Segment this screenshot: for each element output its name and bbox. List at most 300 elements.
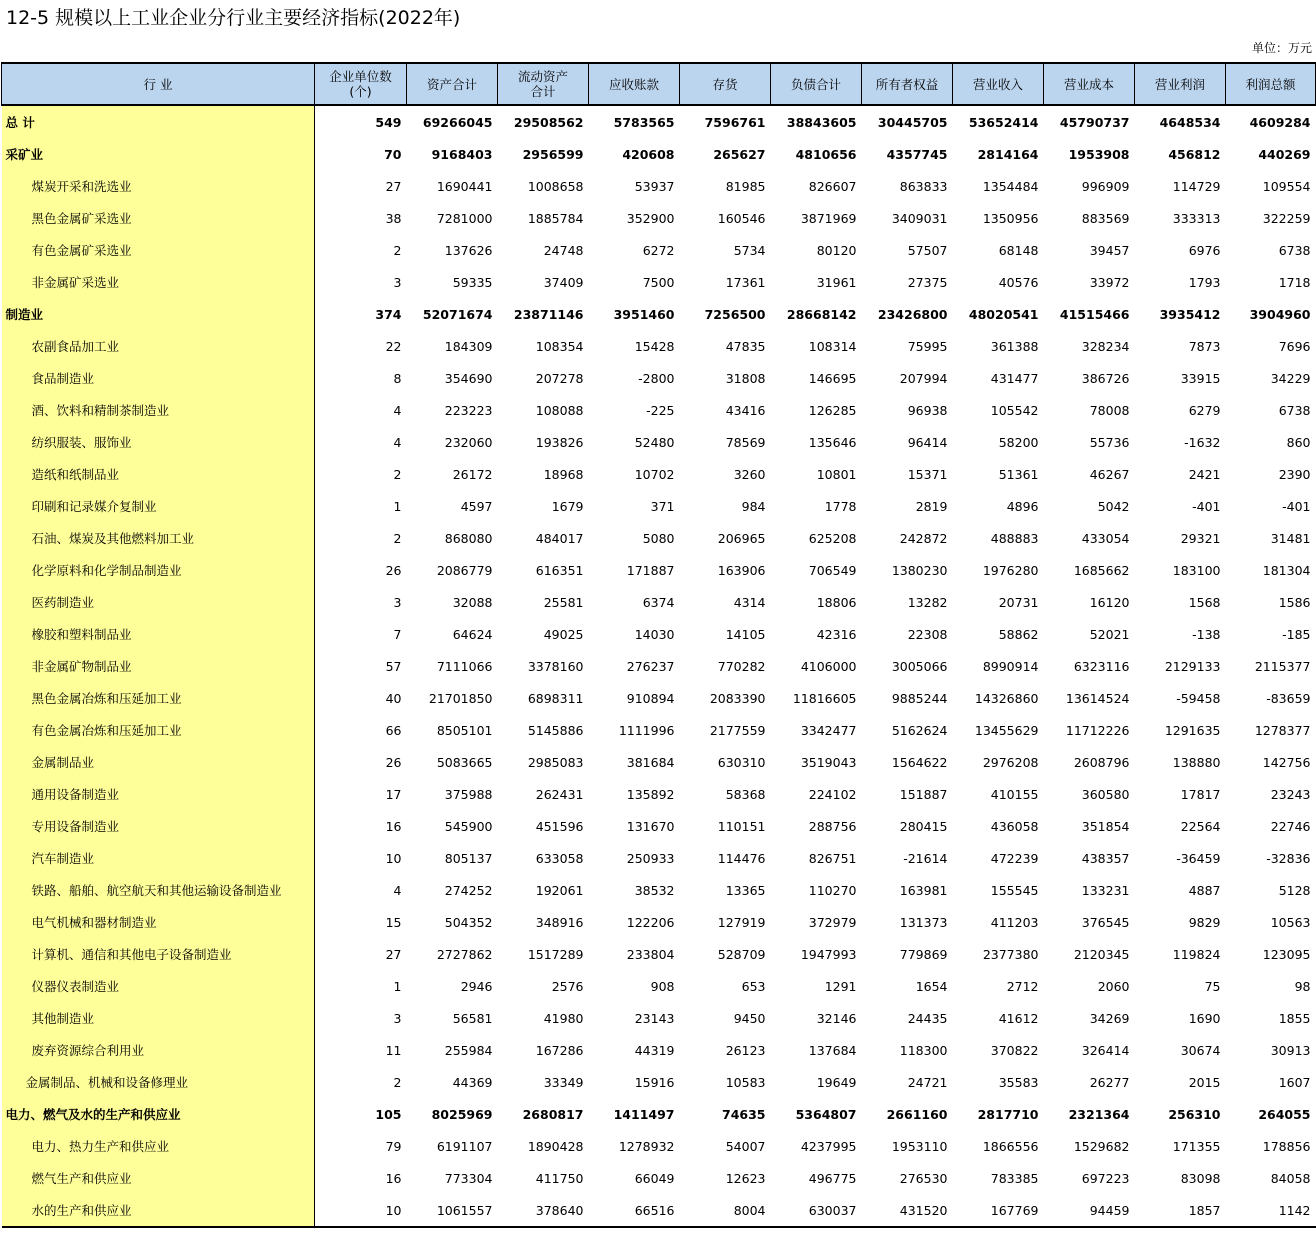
industry-name-cell: 铁路、船舶、航空航天和其他运输设备制造业 xyxy=(2,874,315,906)
value-cell: 45790737 xyxy=(1059,114,1130,130)
value-cell: -185 xyxy=(1282,626,1311,642)
value-cell: 9168403 xyxy=(431,146,493,162)
value-cell: 11816605 xyxy=(792,690,857,706)
value-cell: 2976208 xyxy=(982,754,1039,770)
value-cell: 262431 xyxy=(535,786,584,802)
value-cell: 16120 xyxy=(1089,594,1130,610)
value-cell: 160546 xyxy=(717,210,766,226)
value-cell: 1 xyxy=(393,498,402,514)
value-cell: 184309 xyxy=(444,338,493,354)
value-cell: 13614524 xyxy=(1065,690,1130,706)
value-cell: 57 xyxy=(385,658,402,674)
value-cell: 374 xyxy=(375,306,402,322)
value-cell: 805137 xyxy=(444,850,493,866)
industry-name-cell: 化学原料和化学制品制造业 xyxy=(2,554,315,586)
value-cell: 451596 xyxy=(535,818,584,834)
value-cell: 69266045 xyxy=(422,114,493,130)
value-cell: 5145886 xyxy=(527,722,584,738)
value-cell: 4 xyxy=(393,434,402,450)
value-cell: 13365 xyxy=(725,882,766,898)
value-cell: 10563 xyxy=(1270,914,1311,930)
value-cell: 1885784 xyxy=(527,210,584,226)
value-cell: 3904960 xyxy=(1249,306,1311,322)
value-cell: 2 xyxy=(393,530,402,546)
value-cell: 826607 xyxy=(808,178,857,194)
value-cell: 22 xyxy=(385,338,402,354)
value-cell: 24435 xyxy=(907,1010,948,1026)
value-cell: 98 xyxy=(1294,978,1311,994)
value-cell: 2608796 xyxy=(1073,754,1130,770)
value-cell: 276237 xyxy=(626,658,675,674)
value-cell: 66049 xyxy=(634,1170,675,1186)
value-cell: 484017 xyxy=(535,530,584,546)
unit-label: 单位：万元 xyxy=(1251,41,1312,55)
value-cell: 6272 xyxy=(642,242,675,258)
value-cell: 2576 xyxy=(551,978,584,994)
value-cell: 52480 xyxy=(634,434,675,450)
value-cell: 29321 xyxy=(1180,530,1221,546)
value-cell: 410155 xyxy=(990,786,1039,802)
table-row xyxy=(2,1098,1316,1130)
table-row xyxy=(2,362,1316,394)
value-cell: 2321364 xyxy=(1068,1106,1130,1122)
value-cell: 94459 xyxy=(1044,1194,1135,1227)
value-cell: 779869 xyxy=(899,946,948,962)
value-cell: 7 xyxy=(393,626,402,642)
value-cell: 41515466 xyxy=(1059,306,1130,322)
value-cell: 2661160 xyxy=(886,1106,948,1122)
table-row xyxy=(2,234,1316,266)
value-cell: 333313 xyxy=(1172,210,1221,226)
table-body xyxy=(2,105,1316,1227)
value-cell: 322259 xyxy=(1262,210,1311,226)
value-cell: 4357745 xyxy=(886,146,948,162)
value-cell: 22564 xyxy=(1180,818,1221,834)
table-row xyxy=(2,778,1316,810)
value-cell: 37409 xyxy=(543,274,584,290)
value-cell: 171887 xyxy=(626,562,675,578)
table-row xyxy=(2,490,1316,522)
value-cell: 48020541 xyxy=(968,306,1039,322)
value-cell: 33915 xyxy=(1180,370,1221,386)
industry-name-cell: 非金属矿采选业 xyxy=(2,266,315,298)
value-cell: 58862 xyxy=(998,626,1039,642)
value-cell: 26 xyxy=(385,754,402,770)
table-row xyxy=(2,970,1316,1002)
value-cell: 55736 xyxy=(1089,434,1130,450)
value-cell: 49025 xyxy=(543,626,584,642)
value-cell: -59458 xyxy=(1176,690,1221,706)
value-cell: 348916 xyxy=(535,914,584,930)
value-cell: 2060 xyxy=(1097,978,1130,994)
industry-name-cell: 酒、饮料和精制茶制造业 xyxy=(2,394,315,426)
value-cell: 163981 xyxy=(899,882,948,898)
value-cell: -21614 xyxy=(903,850,948,866)
value-cell: 24721 xyxy=(907,1074,948,1090)
value-cell: 17817 xyxy=(1180,786,1221,802)
value-cell: 14105 xyxy=(725,626,766,642)
value-cell: 274252 xyxy=(444,882,493,898)
value-cell: 47835 xyxy=(725,338,766,354)
value-cell: 66516 xyxy=(589,1194,680,1227)
value-cell: 163906 xyxy=(717,562,766,578)
value-cell: 40576 xyxy=(998,274,1039,290)
value-cell: 12623 xyxy=(725,1170,766,1186)
value-cell: 21701850 xyxy=(428,690,493,706)
value-cell: -83659 xyxy=(1266,690,1311,706)
value-cell: 78569 xyxy=(725,434,766,450)
industry-name-cell: 电力、热力生产和供应业 xyxy=(2,1130,315,1162)
value-cell: 17 xyxy=(385,786,402,802)
industry-name-cell: 纺织服装、服饰业 xyxy=(2,426,315,458)
value-cell: 4887 xyxy=(1188,882,1221,898)
industry-name-cell: 有色金属冶炼和压延加工业 xyxy=(2,714,315,746)
value-cell: 2712 xyxy=(1006,978,1039,994)
value-cell: 2120345 xyxy=(1073,946,1130,962)
table-row xyxy=(2,1194,1316,1227)
value-cell: 108088 xyxy=(535,402,584,418)
value-cell: 178856 xyxy=(1262,1138,1311,1154)
value-cell: 863833 xyxy=(899,178,948,194)
value-cell: 433054 xyxy=(1081,530,1130,546)
value-cell: 288756 xyxy=(808,818,857,834)
value-cell: 135646 xyxy=(808,434,857,450)
value-cell: 23871146 xyxy=(513,306,584,322)
value-cell: 4 xyxy=(393,402,402,418)
value-cell: 6191107 xyxy=(436,1138,493,1154)
value-cell: 23243 xyxy=(1270,786,1311,802)
value-cell: 2015 xyxy=(1188,1074,1221,1090)
value-cell: 2421 xyxy=(1188,466,1221,482)
value-cell: 361388 xyxy=(990,338,1039,354)
industry-name-cell: 专用设备制造业 xyxy=(2,810,315,842)
value-cell: 10801 xyxy=(816,466,857,482)
value-cell: 883569 xyxy=(1081,210,1130,226)
table-row xyxy=(2,138,1316,170)
value-cell: 52071674 xyxy=(422,306,493,322)
value-cell: 783385 xyxy=(990,1170,1039,1186)
value-cell: 10583 xyxy=(725,1074,766,1090)
value-cell: 1947993 xyxy=(800,946,857,962)
industry-name-cell: 电力、燃气及水的生产和供应业 xyxy=(2,1098,315,1130)
industry-name-cell: 食品制造业 xyxy=(2,362,315,394)
value-cell: 2956599 xyxy=(522,146,584,162)
value-cell: 23426800 xyxy=(877,306,948,322)
value-cell: 8505101 xyxy=(436,722,493,738)
value-cell: 1690441 xyxy=(436,178,493,194)
value-cell: 19649 xyxy=(816,1074,857,1090)
value-cell: 625208 xyxy=(808,530,857,546)
value-cell: 181304 xyxy=(1262,562,1311,578)
column-header: 营业收入 xyxy=(953,63,1044,105)
industry-name-cell: 橡胶和塑料制品业 xyxy=(2,618,315,650)
value-cell: 57507 xyxy=(907,242,948,258)
value-cell: 15428 xyxy=(634,338,675,354)
value-cell: 81985 xyxy=(725,178,766,194)
value-cell: 351854 xyxy=(1081,818,1130,834)
value-cell: 110270 xyxy=(808,882,857,898)
value-cell: 440269 xyxy=(1258,146,1311,162)
value-cell: 1953908 xyxy=(1068,146,1130,162)
value-cell: 83098 xyxy=(1180,1170,1221,1186)
value-cell: 472239 xyxy=(990,850,1039,866)
value-cell: 1278932 xyxy=(618,1138,675,1154)
value-cell: 7111066 xyxy=(436,658,493,674)
value-cell: 3378160 xyxy=(527,658,584,674)
value-cell: 326414 xyxy=(1081,1042,1130,1058)
value-cell: 192061 xyxy=(535,882,584,898)
value-cell: 504352 xyxy=(444,914,493,930)
value-cell: 910894 xyxy=(626,690,675,706)
industry-name-cell: 金属制品、机械和设备修理业 xyxy=(2,1066,315,1098)
value-cell: 3 xyxy=(393,274,402,290)
table-row xyxy=(2,330,1316,362)
value-cell: 1517289 xyxy=(527,946,584,962)
value-cell: 11 xyxy=(385,1042,402,1058)
value-cell: 3260 xyxy=(733,466,766,482)
value-cell: 4648534 xyxy=(1159,114,1221,130)
value-cell: 27 xyxy=(385,946,402,962)
value-cell: 110151 xyxy=(717,818,766,834)
value-cell: 40 xyxy=(385,690,402,706)
value-cell: 26172 xyxy=(452,466,493,482)
value-cell: 376545 xyxy=(1081,914,1130,930)
header-row xyxy=(2,63,1316,105)
value-cell: 126285 xyxy=(808,402,857,418)
value-cell: 27 xyxy=(385,178,402,194)
value-cell: 255984 xyxy=(444,1042,493,1058)
value-cell: 2819 xyxy=(915,498,948,514)
value-cell: 6738 xyxy=(1278,242,1311,258)
table-row xyxy=(2,1162,1316,1194)
value-cell: 30913 xyxy=(1270,1042,1311,1058)
value-cell: 27375 xyxy=(907,274,948,290)
value-cell: 66 xyxy=(385,722,402,738)
value-cell: 54007 xyxy=(725,1138,766,1154)
value-cell: 3 xyxy=(393,594,402,610)
value-cell: 133231 xyxy=(1081,882,1130,898)
table-row xyxy=(2,298,1316,330)
value-cell: 1291635 xyxy=(1164,722,1221,738)
value-cell: 53937 xyxy=(634,178,675,194)
value-cell: 29508562 xyxy=(513,114,584,130)
industry-name-cell: 农副食品加工业 xyxy=(2,330,315,362)
data-table xyxy=(1,62,1316,1228)
value-cell: 411203 xyxy=(990,914,1039,930)
value-cell: 378640 xyxy=(498,1194,589,1227)
value-cell: -32836 xyxy=(1266,850,1311,866)
value-cell: 431520 xyxy=(862,1194,953,1227)
value-cell: 42316 xyxy=(816,626,857,642)
value-cell: 142756 xyxy=(1262,754,1311,770)
value-cell: 135892 xyxy=(626,786,675,802)
value-cell: 6323116 xyxy=(1073,658,1130,674)
industry-name-cell: 制造业 xyxy=(2,298,315,330)
value-cell: 826751 xyxy=(808,850,857,866)
value-cell: 545900 xyxy=(444,818,493,834)
page-title: 12-5 规模以上工业企业分行业主要经济指标(2022年) xyxy=(6,7,461,29)
value-cell: 31961 xyxy=(816,274,857,290)
value-cell: 549 xyxy=(375,114,402,130)
value-cell: 6738 xyxy=(1278,402,1311,418)
column-header: 行 业 xyxy=(2,63,315,105)
value-cell: 75995 xyxy=(907,338,948,354)
value-cell: 22746 xyxy=(1270,818,1311,834)
value-cell: 20731 xyxy=(998,594,1039,610)
industry-name-cell: 仪器仪表制造业 xyxy=(2,970,315,1002)
value-cell: 3342477 xyxy=(800,722,857,738)
industry-name-cell: 总 计 xyxy=(2,105,315,138)
value-cell: 2680817 xyxy=(522,1106,584,1122)
table-row xyxy=(2,714,1316,746)
value-cell: 15 xyxy=(385,914,402,930)
value-cell: 630310 xyxy=(717,754,766,770)
value-cell: 1142 xyxy=(1226,1194,1316,1227)
value-cell: 38532 xyxy=(634,882,675,898)
table-row xyxy=(2,105,1316,138)
value-cell: 114476 xyxy=(717,850,766,866)
value-cell: 2727862 xyxy=(436,946,493,962)
value-cell: 860 xyxy=(1286,434,1311,450)
value-cell: 2177559 xyxy=(709,722,766,738)
value-cell: 6279 xyxy=(1188,402,1221,418)
value-cell: 8990914 xyxy=(982,658,1039,674)
value-cell: 7696 xyxy=(1278,338,1311,354)
value-cell: 456812 xyxy=(1168,146,1221,162)
value-cell: 167286 xyxy=(535,1042,584,1058)
value-cell: 7281000 xyxy=(436,210,493,226)
value-cell: 114729 xyxy=(1172,178,1221,194)
value-cell: 2083390 xyxy=(709,690,766,706)
value-cell: 207994 xyxy=(899,370,948,386)
value-cell: 78008 xyxy=(1089,402,1130,418)
value-cell: 44369 xyxy=(452,1074,493,1090)
table-row xyxy=(2,586,1316,618)
value-cell: 10 xyxy=(315,1194,407,1227)
value-cell: 151887 xyxy=(899,786,948,802)
value-cell: 9885244 xyxy=(891,690,948,706)
value-cell: 10702 xyxy=(634,466,675,482)
value-cell: 4609284 xyxy=(1249,114,1311,130)
value-cell: 1008658 xyxy=(527,178,584,194)
value-cell: 52021 xyxy=(1089,626,1130,642)
value-cell: 23143 xyxy=(634,1010,675,1026)
value-cell: 372979 xyxy=(808,914,857,930)
industry-name-cell: 煤炭开采和洗选业 xyxy=(2,170,315,202)
value-cell: 224102 xyxy=(808,786,857,802)
value-cell: 265627 xyxy=(713,146,766,162)
value-cell: 43416 xyxy=(725,402,766,418)
value-cell: 3951460 xyxy=(613,306,675,322)
column-header: 资产合计 xyxy=(407,63,498,105)
value-cell: 59335 xyxy=(452,274,493,290)
value-cell: 264055 xyxy=(1258,1106,1311,1122)
value-cell: 3 xyxy=(393,1010,402,1026)
value-cell: 2985083 xyxy=(527,754,584,770)
value-cell: 1380230 xyxy=(891,562,948,578)
value-cell: 496775 xyxy=(808,1170,857,1186)
value-cell: -138 xyxy=(1192,626,1221,642)
column-header: 企业单位数 (个) xyxy=(315,63,407,105)
value-cell: 58200 xyxy=(998,434,1039,450)
value-cell: 360580 xyxy=(1081,786,1130,802)
value-cell: 1866556 xyxy=(982,1138,1039,1154)
value-cell: 1976280 xyxy=(982,562,1039,578)
value-cell: 105542 xyxy=(990,402,1039,418)
industry-name-cell: 采矿业 xyxy=(2,138,315,170)
value-cell: 653 xyxy=(741,978,766,994)
value-cell: 56581 xyxy=(452,1010,493,1026)
value-cell: 96938 xyxy=(907,402,948,418)
value-cell: 34269 xyxy=(1089,1010,1130,1026)
value-cell: 18968 xyxy=(543,466,584,482)
value-cell: 528709 xyxy=(717,946,766,962)
value-cell: 26 xyxy=(385,562,402,578)
industry-name-cell: 废弃资源综合利用业 xyxy=(2,1034,315,1066)
value-cell: 5128 xyxy=(1278,882,1311,898)
value-cell: 105 xyxy=(375,1106,402,1122)
value-cell: 32088 xyxy=(452,594,493,610)
value-cell: 6976 xyxy=(1188,242,1221,258)
value-cell: 1354484 xyxy=(982,178,1039,194)
value-cell: 2 xyxy=(393,242,402,258)
industry-name-cell: 印刷和记录媒介复制业 xyxy=(2,490,315,522)
value-cell: 5042 xyxy=(1097,498,1130,514)
value-cell: 8004 xyxy=(680,1194,771,1227)
value-cell: 46267 xyxy=(1089,466,1130,482)
value-cell: 1953110 xyxy=(891,1138,948,1154)
value-cell: 1061557 xyxy=(407,1194,498,1227)
value-cell: 1607 xyxy=(1278,1074,1311,1090)
value-cell: 7596761 xyxy=(704,114,766,130)
industry-name-cell: 黑色金属矿采选业 xyxy=(2,202,315,234)
value-cell: 30674 xyxy=(1180,1042,1221,1058)
value-cell: 119824 xyxy=(1172,946,1221,962)
value-cell: 109554 xyxy=(1262,178,1311,194)
table-row xyxy=(2,1130,1316,1162)
value-cell: 1111996 xyxy=(618,722,675,738)
value-cell: 633058 xyxy=(535,850,584,866)
value-cell: 7256500 xyxy=(704,306,766,322)
value-cell: 183100 xyxy=(1172,562,1221,578)
value-cell: 13455629 xyxy=(974,722,1039,738)
value-cell: 1890428 xyxy=(527,1138,584,1154)
value-cell: 5162624 xyxy=(891,722,948,738)
value-cell: 10 xyxy=(385,850,402,866)
column-header: 存货 xyxy=(680,63,771,105)
value-cell: 386726 xyxy=(1081,370,1130,386)
value-cell: 352900 xyxy=(626,210,675,226)
value-cell: 256310 xyxy=(1168,1106,1221,1122)
column-header: 所有者权益 xyxy=(862,63,953,105)
table-row xyxy=(2,874,1316,906)
value-cell: 75 xyxy=(1204,978,1221,994)
table-row xyxy=(2,650,1316,682)
value-cell: 2115377 xyxy=(1254,658,1311,674)
value-cell: 3409031 xyxy=(891,210,948,226)
value-cell: 411750 xyxy=(535,1170,584,1186)
value-cell: 53652414 xyxy=(968,114,1039,130)
value-cell: 232060 xyxy=(444,434,493,450)
value-cell: -36459 xyxy=(1176,850,1221,866)
value-cell: 13282 xyxy=(907,594,948,610)
value-cell: 3871969 xyxy=(800,210,857,226)
value-cell: -401 xyxy=(1282,498,1311,514)
value-cell: 9450 xyxy=(733,1010,766,1026)
value-cell: 25581 xyxy=(543,594,584,610)
value-cell: 171355 xyxy=(1172,1138,1221,1154)
value-cell: 8 xyxy=(393,370,402,386)
